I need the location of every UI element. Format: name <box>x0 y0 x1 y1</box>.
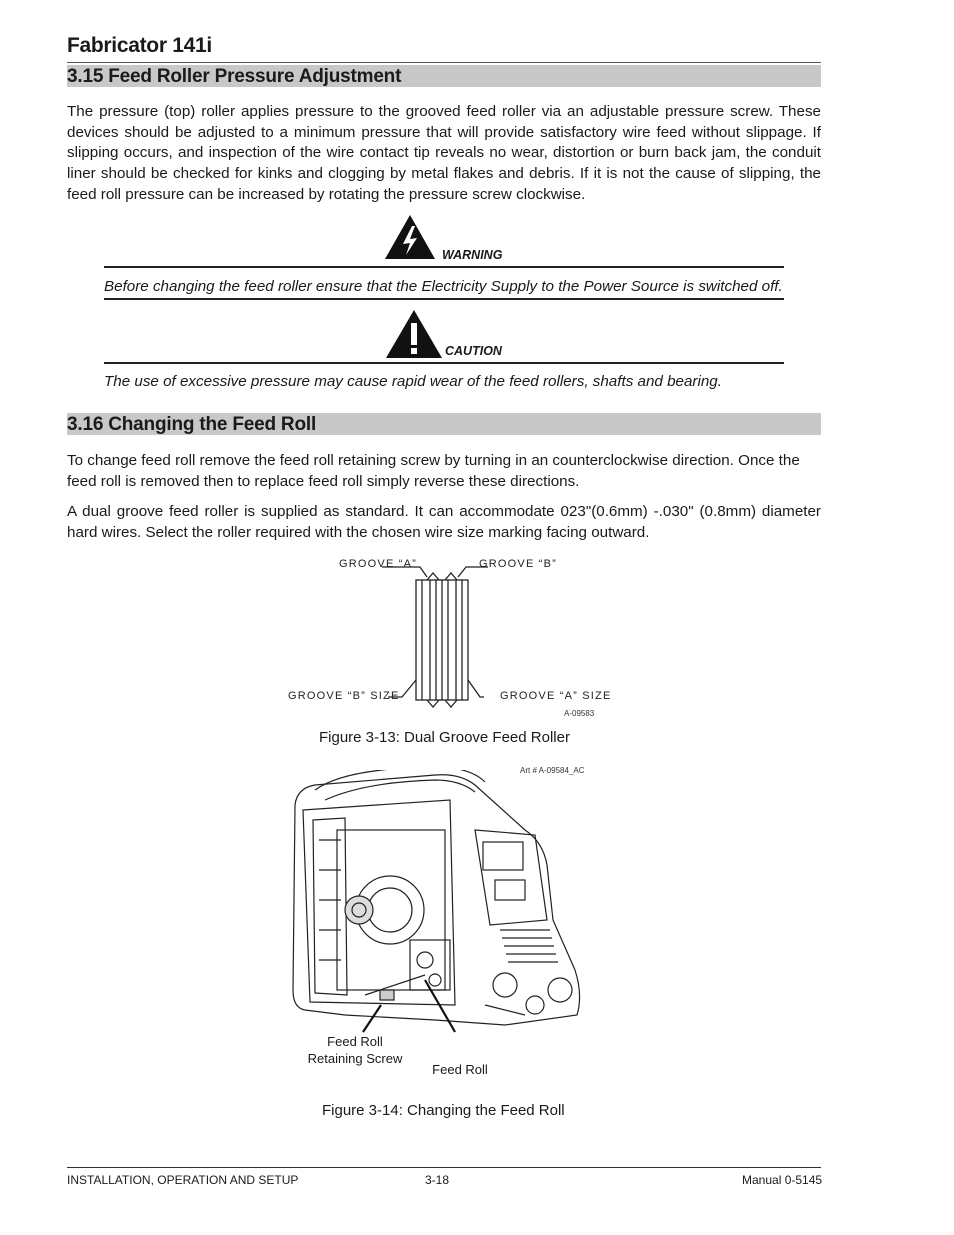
footer-page-number: 3-18 <box>425 1173 450 1187</box>
welder-feed-roll-drawing <box>285 770 590 1035</box>
caution-label: CAUTION <box>445 344 502 358</box>
title-rule <box>67 62 821 63</box>
section-heading-3-16 <box>67 413 821 435</box>
section-heading-3-15 <box>67 65 821 87</box>
groove-b-size-label: GROOVE “B” SIZE <box>288 690 400 702</box>
caution-text: The use of excessive pressure may cause rapid wear of the feed rollers, shafts and bearing. <box>104 373 722 390</box>
warning-rule-bottom <box>104 298 784 300</box>
warning-label: WARNING <box>442 248 503 262</box>
section-heading-text: 3.15 Feed Roller Pressure Adjustment <box>67 66 402 87</box>
warning-text: Before changing the feed roller ensure that the Electricity Supply to the Power Source is switched off. <box>104 278 783 295</box>
feed-roller-drawing <box>380 565 490 710</box>
groove-a-label: GROOVE “A” <box>339 558 418 570</box>
footer-manual-number: Manual 0-5145 <box>742 1173 823 1187</box>
figure-3-14-caption: Figure 3-14: Changing the Feed Roll <box>322 1102 565 1119</box>
groove-b-label: GROOVE “B” <box>479 558 558 570</box>
electric-shock-icon <box>384 214 436 260</box>
warning-rule-top <box>104 266 784 268</box>
section-3-16-paragraph-2: A dual groove feed roller is supplied as standard. It can accommodate 023"(0.6mm) -.030" (0.8mm) diameter hard wires. Select the roller required with the chosen wire size marking facing outward. <box>67 503 821 541</box>
figure-3-13-caption: Figure 3-13: Dual Groove Feed Roller <box>319 729 570 746</box>
section-3-16-paragraph-1: To change feed roll remove the feed roll retaining screw by turning in an counterclockwise direction. Once the feed roll is removed then to replace feed roll simply reverse these directions. <box>67 452 800 490</box>
exclamation-icon <box>385 309 443 359</box>
groove-a-size-label: GROOVE “A” SIZE <box>500 690 612 702</box>
section-3-15-paragraph: The pressure (top) roller applies pressure to the grooved feed roller via an adjustable pressure screw. These devices should be adjusted to a minimum pressure that will provide satisfactory wire feed without slippage. If slipping occurs, and inspection of the wire contact tip reveals no wear, distortion or burn back jam, the conduit liner should be checked for kinks and clogging by metal flakes and debris. If it is not the cause of slipping, the feed roll pressure can be increased by rotating the pressure screw clockwise. <box>67 103 821 203</box>
section-heading-text: 3.16 Changing the Feed Roll <box>67 414 317 435</box>
footer-section: INSTALLATION, OPERATION AND SETUP <box>67 1173 299 1187</box>
caution-rule <box>104 362 784 364</box>
footer-rule <box>67 1167 821 1168</box>
callout-feed-roll: Feed Roll <box>432 1062 488 1077</box>
document-title: Fabricator 141i <box>67 34 212 57</box>
figure-3-13-art-number: A-09583 <box>564 709 595 718</box>
callout-feed-roll-retaining-screw: Feed Roll Retaining Screw <box>307 1034 403 1066</box>
figure-3-14-art-number: Art # A-09584_AC <box>520 766 585 775</box>
